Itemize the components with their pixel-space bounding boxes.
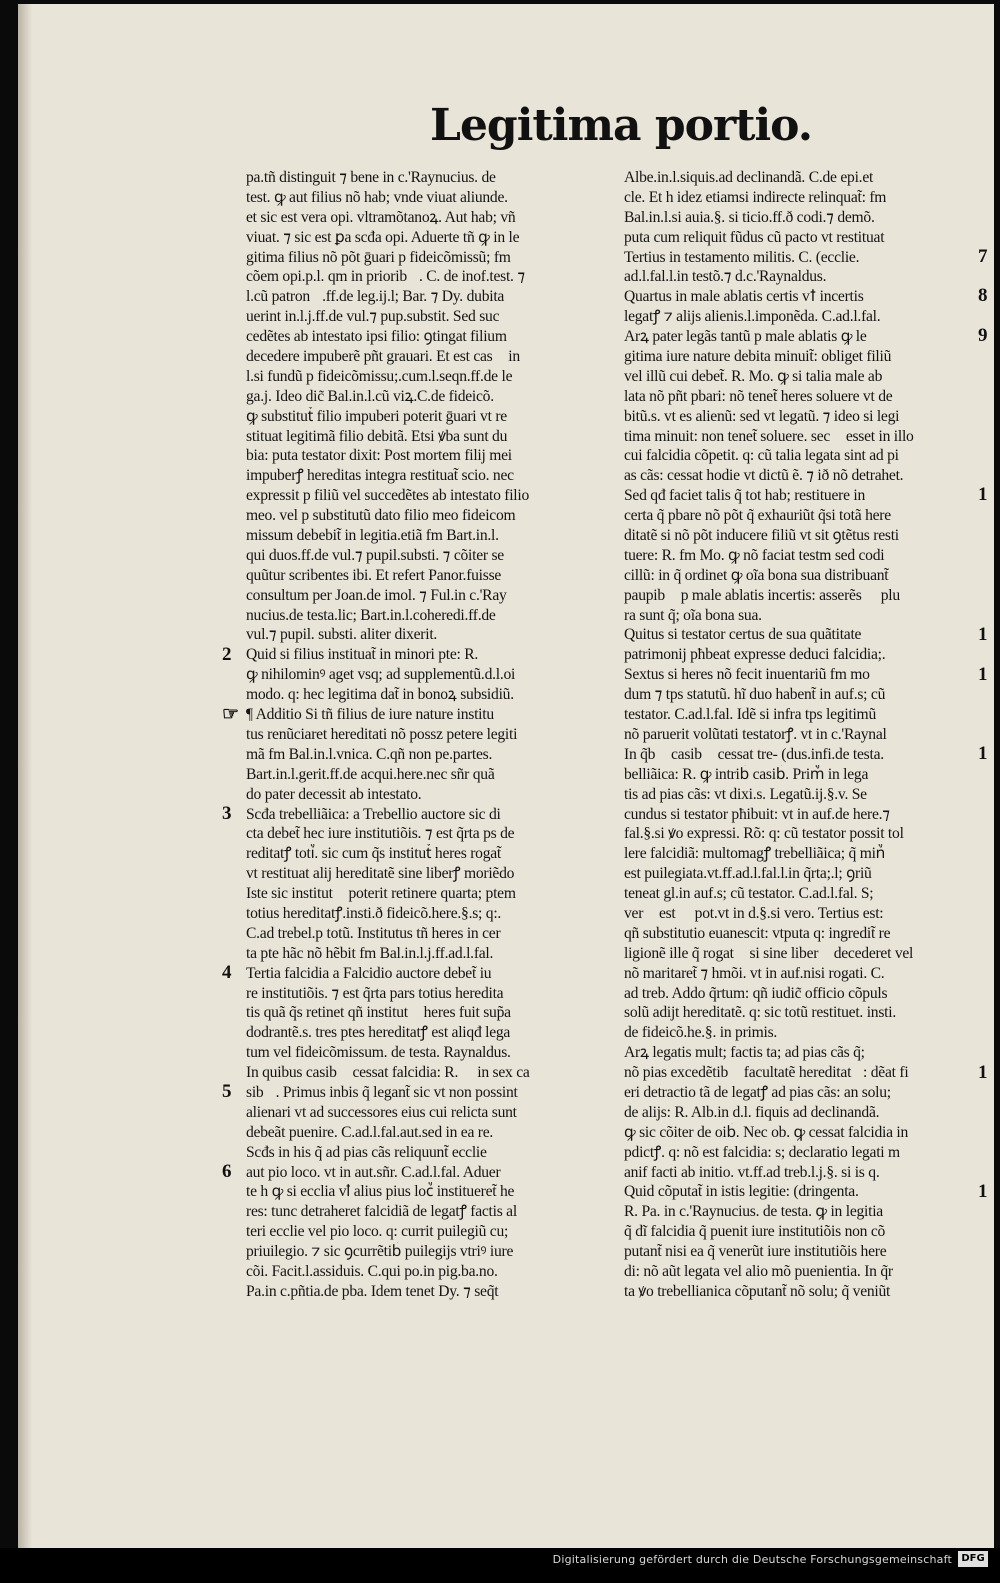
text-line: ligionẽ ille q̃ rogat᷒ si sine liberꝭ decederet vel: [624, 944, 914, 962]
text-line: pdictꝭ. q: nõ est falcidia: s; declaratio legati m: [624, 1143, 900, 1161]
text-line: cedẽtes ab intestato ipsi filio: ꝯtingat filium: [246, 328, 507, 346]
text-line: di: nõ aũt legata vel alio mõ puenientia. In q̃r: [624, 1262, 893, 1280]
text-line: ta ꝟo trebellianica cõputant̃ nõ solu; q̃ veniũt: [624, 1282, 891, 1300]
text-line: lata nõ pñt pbari: nõ tenet̃ heres soluere vt de: [624, 387, 893, 405]
text-line: Scđa trebelliãica: a Trebellio auctore sic di: [246, 805, 501, 823]
text-line: testator. C.ad.l.fal. Idẽ si infra tps legitimũ: [624, 706, 876, 724]
text-line: nõ maritaret̃ ⁊ hmõi. vt in auf.nisi rogati. C.: [624, 964, 885, 982]
text-line: certa q̃ pbare nõ põt q̃ exhauriũt q̃si totã here: [624, 507, 891, 525]
text-line: te h ꝙ si ecclia vꝉ alius pius loc᷒ institueret̃ he: [246, 1183, 515, 1201]
text-line: ver᷒ est ꝙ pot.vt in d.§.si vero. Tertius est:: [624, 904, 884, 922]
text-line: ditatẽ si nõ põt inducere filiũ vt sit ꝯtẽtus resti: [624, 527, 899, 545]
text-line: fal.§.si ꝟo expressi. Rõ: q: cũ testator possit tol: [624, 825, 904, 843]
text-line: priuilegio. ⁊ sic ꝯcurrẽtib᷒ puilegijs vtriꝰ iure: [246, 1243, 514, 1261]
text-line: modo. q: hec legitima dat̃ in bonoꝝ subsidiũ.: [246, 686, 514, 704]
text-line: tis ad pias cãs: vt dixi.s. Legatũ.ij.§.v. Se: [624, 785, 867, 803]
margin-number: 1: [978, 623, 988, 645]
text-line: vul.⁊ pupil. substi. aliter dixerit.: [246, 626, 438, 644]
text-line: alienari vt ad successores eius cui relicta sunt: [246, 1103, 517, 1121]
text-line: qui duos.ff.de vul.⁊ pupil.substi. ⁊ cõiter se: [246, 546, 504, 564]
text-line: gitima filius nõ põt ḡuari p fideicõmissũ; fm: [246, 248, 511, 266]
text-line: ga.j. Ideo dic̃ Bal.in.l.cũ viꝝ.C.de fideicõ.: [246, 387, 494, 405]
text-line: quũtur scribentes ibi. Et refert Panor.fuisse: [246, 566, 502, 584]
text-line: ta pte hãc nõ hẽbit fm Bal.in.l.j.ff.ad.l.fal.: [246, 944, 494, 962]
text-line: ra sunt q̃; oĩa bona sua.: [624, 606, 762, 624]
text-line: paupib᷒ p male ablatis incertis: asserẽs ꝙ plu: [624, 586, 900, 604]
text-line: stituat legitimã filio debitã. Etsi ꝟba sunt du: [246, 427, 508, 445]
text-line: de fideicõ.he.§. in primis.: [624, 1024, 778, 1042]
text-line: meo. vel p substitutũ dato filio meo fideicom: [246, 507, 516, 525]
text-line: Quitus si testator certus de sua quãtitate: [624, 626, 862, 644]
text-line: Arꝝ pater legãs tantũ p male ablatis ꝙ le: [624, 328, 867, 346]
text-line: tima minuit: non tenet̃ soluere. sec᷒ esset in illo: [624, 427, 914, 445]
text-line: cundus si testator pħibuit: vt in auf.de here.⁊: [624, 805, 890, 823]
text-line: Sextus si heres nõ fecit inuentariũ fm mo: [624, 666, 870, 684]
text-line: nõ pias excedẽtib᷒ facultatẽ hereditatꝭ: dẽat fi: [624, 1064, 909, 1082]
text-line: Quid cõputat̃ in istis legitie: (dringenta.: [624, 1183, 859, 1201]
text-line: qñ substitutio euanescit: vtputa q: ingredit̃ re: [624, 924, 891, 942]
margin-number: 7: [978, 245, 988, 267]
text-line: gitima iure nature debita minuit̃: obliget filiũ: [624, 348, 892, 366]
text-line: mã fm Bal.in.l.vnica. C.qñ non pe.partes.: [246, 745, 493, 763]
text-line: Bart.in.l.gerit.ff.de acqui.here.nec sñr quã: [246, 765, 495, 783]
text-line: Scđs in his q̃ ad pias cãs reliquunt̃ ecclie: [246, 1143, 487, 1161]
text-line: et sic est vera opi. vltramõtanoꝝ. Aut hab; vñ: [246, 208, 516, 226]
text-line: putant̃ nisi ea q̃ venerũt iure institutiõis here: [624, 1243, 887, 1261]
text-line: missum debebit̃ in legitia.etiã fm Bart.in.l.: [246, 527, 499, 545]
margin-number: 1: [978, 484, 988, 506]
text-line: debeãt puenire. C.ad.l.fal.aut.sed in ea re.: [246, 1123, 494, 1141]
text-line: legatꝭ ⁊ alijs alienis.l.imponẽda. C.ad.l.fal.: [624, 308, 881, 326]
margin-number: 5: [222, 1081, 232, 1103]
text-line: teri ecclie vel pio loco. q: currit puilegiũ cu;: [246, 1223, 509, 1241]
text-line: ꝙ nihilominꝰ aget vsq; ad supplementũ.d.l.oi: [246, 666, 516, 684]
margin-number: ☞: [222, 704, 240, 726]
text-line: re institutiõis. ⁊ est q̃rta pars totius heredita: [246, 984, 504, 1002]
text-line: l.si fundũ p fideicõmissu;.cum.l.seqn.ff.de le: [246, 367, 513, 385]
text-line: viuat. ⁊ sic est ꝑa scđa opi. Aduerte tñ ꝙ in le: [246, 228, 520, 246]
text-line: l.cũ patron᷒.ff.de leg.ij.l; Bar. ⁊ Dy. dubita: [246, 288, 505, 306]
text-line: patrimonij pħbeat expresse deduci falcidia;.: [624, 646, 886, 664]
text-line: bia: puta testator dixit: Post mortem filij mei: [246, 447, 512, 465]
text-line: R. Pa. in c.'Raynucius. de testa. ꝙ in legitia: [624, 1203, 883, 1221]
text-line: res: tunc detraheret falcidiã de legatꝭ factis al: [246, 1203, 517, 1221]
text-line: puta cum reliquit fũdus cũ pacto vt restituat: [624, 228, 885, 246]
text-line: cõem opi.p.l. qm in priorib᷒. C. de inof.test. ⁊: [246, 268, 525, 286]
text-line: nõ paruerit volũtati testatorꝭ. vt in c.'Raynal: [624, 725, 887, 743]
text-line: tus renũciaret hereditati nõ possz petere legiti: [246, 725, 518, 743]
margin-number: 6: [222, 1161, 232, 1182]
text-line: vel illũ cui debet̃. R. Mo. ꝙ si talia male ab: [624, 367, 883, 385]
text-line: pa.tñ distinguit ⁊ bene in c.'Raynucius. de: [246, 169, 496, 186]
text-line: totius hereditatꝭ.insti.ð fideicõ.here.§.s; q:.: [246, 904, 502, 922]
dfg-logo: DFG: [958, 1551, 988, 1567]
margin-number: 4: [222, 962, 232, 983]
text-line: Albe.in.l.siquis.ad declinandã. C.de epi.et: [624, 169, 874, 186]
text-line: Quid si filius instituat̃ in minori pte: R.: [246, 646, 479, 664]
digitization-credit: Digitalisierung gefördert durch die Deutsche Forschungsgemeinschaft: [552, 1553, 952, 1566]
text-line: In q̃b᷒ casib᷒ cessat tre- (dus.infi.de testa.: [624, 745, 884, 763]
text-line: anif facti ab initio. vt.ff.ad treb.l.j.§. si is q.: [624, 1163, 880, 1181]
text-line: ꝙ substitut᷒ filio impuberi poterit ḡuari vt re: [246, 407, 507, 425]
text-line: reditatꝭ toti᷒. sic cum q̃s institut᷒ heres rogat̃: [246, 845, 501, 863]
text-line: as cãs: cessat hodie vt dictũ ẽ. ⁊ ið nõ detrahet.: [624, 467, 904, 485]
text-line: decedere impuberẽ pñt grauari. Et est cas᷒ in: [246, 348, 520, 366]
text-line: impuberꝭ hereditas integra restituat̃ scio. nec: [246, 467, 514, 485]
text-line: cillũ: in q̃ ordinet ꝙ oĩa bona sua distribuant̃: [624, 566, 889, 584]
text-line: tuere: R. fm Mo. ꝙ nõ faciat testm sed codi: [624, 546, 885, 564]
text-line: vt restituat alij hereditatẽ sine liberꝭ moriẽdo: [246, 865, 515, 883]
margin-number: 8: [978, 285, 988, 307]
text-line: Pa.in c.pñtia.de pba. Idem tenet Dy. ⁊ seq̃t: [246, 1282, 499, 1300]
text-line: lere falcidiã: multomagꝭ trebelliãica; q̃ min᷒: [624, 845, 886, 863]
text-line: cui falcidia cõpetit. q: cũ talia legata sint ad pi: [624, 447, 899, 465]
text-line: bitũ.s. vt es alienũ: sed vt legatũ. ⁊ ideo si legi: [624, 407, 900, 425]
text-column-left: [246, 168, 598, 1302]
text-line: ꝙ sic cõiter de oib᷒. Nec ob. ꝙ cessat falcidia in: [624, 1123, 909, 1141]
text-line: Quartus in male ablatis certis vꝉ incertis: [624, 288, 864, 306]
text-line: Sed qđ faciet talis q̃ tot hab; restituere in: [624, 487, 866, 505]
text-line: cle. Et h idez etiamsi indirecte relinquat̃: fm: [624, 188, 887, 206]
text-line: cta debet̃ hec iure institutiõis. ⁊ est q̃rta ps de: [246, 825, 515, 843]
text-line: q̃ dĩ falcidia q̃ puenit iure institutiõis non cõ: [624, 1223, 886, 1241]
text-line: ad treb. Addo q̃rtum: qñ iudic̃ officio cõpuls᷒: [624, 984, 900, 1002]
text-line: cõi. Facit.l.assiduis. C.qui po.in pig.ba.no.: [246, 1262, 498, 1280]
text-line: Bal.in.l.si auia.§. si ticio.ff.ð codi.⁊ demõ.: [624, 208, 875, 226]
text-line: sib᷒. Primus inbis q̃ legant̃ sic vt non possint: [246, 1083, 518, 1101]
text-line: consultum per Joan.de imol. ⁊ Ful.in c.'Ray: [246, 586, 507, 604]
margin-number: 2: [222, 643, 232, 665]
margin-number: 1: [978, 743, 988, 765]
text-line: tis quã q̃s retinet qñ institut᷒ heres fuit sup̃a: [246, 1004, 511, 1022]
text-line: aut pio loco. vt in aut.sñr. C.ad.l.fal. Aduer: [246, 1163, 501, 1181]
text-line: test. ꝙ aut filius nõ hab; vnde viuat aliunde.: [246, 188, 508, 206]
text-line: teneat gl.in auf.s; cũ testator. C.ad.l.fal. S;: [624, 885, 874, 903]
text-line: Tertius in testamento militis. C. (ecclie.: [624, 248, 860, 266]
margin-number: 3: [222, 802, 232, 824]
page-gutter-edge: [18, 4, 32, 1548]
text-line: tum vel fideicõmissum. de testa. Raynaldus.: [246, 1044, 511, 1062]
text-line: C.ad trebel.p totũ. Institutus tñ heres in cer: [246, 924, 501, 942]
text-line: ad.l.fal.l.in testõ.⁊ d.c.'Raynaldus.: [624, 268, 827, 286]
margin-number: 1: [978, 1180, 988, 1202]
running-head-title: Legitima portio.: [430, 100, 813, 151]
text-line: do pater decessit ab intestato.: [246, 785, 422, 803]
text-line: Arꝝ legatis mult; factis ta; ad pias cãs q̃;: [624, 1044, 865, 1062]
text-line: dum ⁊ tps statutũ. hĩ duo habent̃ in auf.s; cũ: [624, 686, 886, 704]
margin-number: 1: [978, 663, 988, 685]
text-line: solũ adijt hereditatẽ. q: sic totũ restituet. insti.: [624, 1004, 896, 1022]
text-line: dodrantẽ.s. tres ptes hereditatꝭ est aliqđ lega: [246, 1024, 511, 1042]
text-column-right: [624, 168, 972, 1302]
text-line: uerint in.l.j.ff.de vul.⁊ pup.substit. Sed suc: [246, 308, 500, 326]
text-line: expressit p filiũ vel succedẽtes ab intestato filio: [246, 487, 530, 505]
margin-number: 9: [978, 325, 988, 347]
text-line: Iste sic institut᷒ poterit retinere quarta; ptem: [246, 885, 516, 903]
text-line: eri detractio tã de legatꝭ ad pias cãs: an solu;: [624, 1083, 891, 1101]
text-line: ¶ Additio Si tñ filius de iure nature institu: [246, 706, 494, 724]
text-line: est puilegiata.vt.ff.ad.l.fal.l.in q̃rta;.l; ꝯriũ: [624, 865, 872, 883]
text-line: de alijs: R. Alb.in d.l. fiquis ad declinandã.: [624, 1103, 880, 1121]
text-line: Tertia falcidia a Falcidio auctore debet̃ iu: [246, 964, 492, 982]
margin-number: 1: [978, 1061, 988, 1083]
text-line: belliãica: R. ꝙ intrib᷒ casib᷒. Prim᷒ in lega: [624, 765, 869, 783]
text-line: In quibus casib᷒ cessat falcidia: R. ꝙ in sex ca: [246, 1064, 530, 1082]
text-line: nucius.de testa.lic; Bart.in.l.coheredi.ff.de: [246, 606, 496, 624]
